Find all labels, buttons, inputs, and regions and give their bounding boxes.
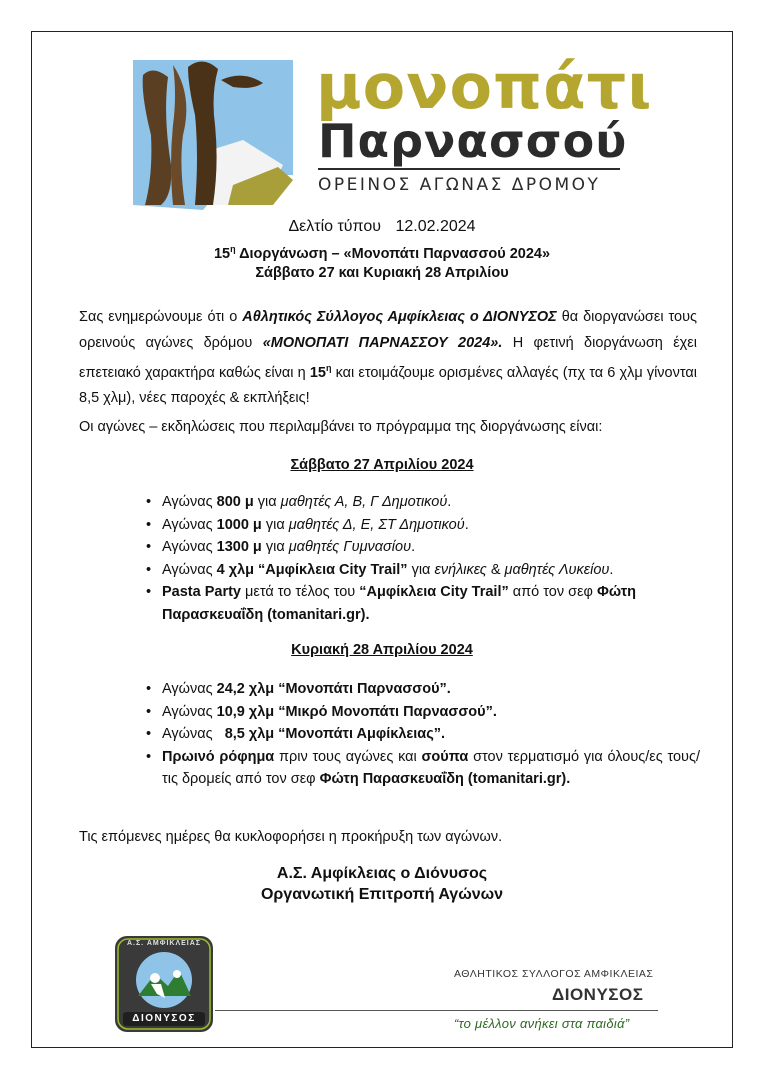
- badge-top-text: Α.Σ. ΑΜΦΙΚΛΕΙΑΣ: [126, 940, 201, 947]
- edition-sup: η: [230, 244, 236, 254]
- brand-subtitle: ΟΡΕΙΝΟΣ ΑΓΩΝΑΣ ΔΡΟΜΟΥ: [318, 175, 601, 195]
- list-item: • Αγώνας 24,2 χλμ “Μονοπάτι Παρνασσού”.: [145, 678, 700, 701]
- press-release-line: [0, 218, 764, 236]
- press-date: 12.02.2024: [395, 218, 476, 235]
- list-item: • Αγώνας 4 χλμ “Αμφίκλεια City Trail” για ενήλικες & μαθητές Λυκείου.: [145, 559, 700, 582]
- closing-note: Τις επόμενες ημέρες θα κυκλοφορήσει η προκήρυξη των αγώνων.: [79, 829, 503, 845]
- signature-club: Α.Σ. Αμφίκλειας ο Διόνυσος: [276, 865, 488, 882]
- footer-club-name: ΔΙΟΝΥΣΟΣ: [552, 985, 644, 1004]
- list-item: • Αγώνας 8,5 χλμ “Μονοπάτι Αμφίκλειας”.: [145, 723, 700, 746]
- footer-association: ΑΘΛΗΤΙΚΟΣ ΣΥΛΛΟΓΟΣ ΑΜΦΙΚΛΕΙΑΣ: [454, 968, 654, 980]
- intro-text: θα διοργανώσει τους ορεινούς αγώνες δρόμου: [79, 309, 697, 351]
- event-dates: Σάββατο 27 και Κυριακή 28 Απριλίου: [255, 265, 509, 281]
- list-item: • Αγώνας 1000 μ για μαθητές Δ, Ε, ΣΤ Δημοτικού.: [145, 514, 700, 537]
- footer-motto: “το μέλλον ανήκει στα παιδιά”: [454, 1016, 630, 1031]
- list-item: • Πρωινό ρόφημα πριν τους αγώνες και σούπα στον τερματισμό για όλους/ες τους/τις δρομείς από τον σεφ Φώτη Παρασκευαΐδη (tomanitari.gr).: [145, 746, 700, 791]
- list-item: • Pasta Party μετά το τέλος του “Αμφίκλεια City Trail” από τον σεφ Φώτη Παρασκευαΐδη (tomanitari.gr).: [145, 581, 700, 626]
- intro-text: Σας ενημερώνουμε ότι ο: [79, 309, 243, 325]
- sunday-heading: Κυριακή 28 Απριλίου 2024: [291, 642, 473, 658]
- saturday-heading: Σάββατο 27 Απριλίου 2024: [290, 457, 474, 473]
- list-item: • Αγώνας 1300 μ για μαθητές Γυμνασίου.: [145, 536, 700, 559]
- anniversary-sup: η: [325, 363, 332, 373]
- intro-paragraph: [79, 305, 697, 412]
- edition-number: 15: [213, 245, 231, 262]
- club-name: Αθλητικός Σύλλογος Αμφίκλειας ο ΔΙΟΝΥΣΟΣ: [242, 309, 557, 325]
- program-intro: Οι αγώνες – εκδηλώσεις που περιλαμβάνει το πρόγραμμα της διοργάνωσης είναι:: [79, 419, 603, 435]
- list-item: • Αγώνας 800 μ για μαθητές Α, Β, Γ Δημοτικού.: [145, 491, 700, 514]
- brand-title-line1: μονοπάτι: [316, 50, 653, 123]
- sunday-events-list: [145, 678, 700, 791]
- event-name: «ΜΟΝΟΠΑΤΙ ΠΑΡΝΑΣΣΟΥ 2024».: [262, 334, 503, 351]
- edition-text: Διοργάνωση – «Μονοπάτι Παρνασσού 2024»: [235, 245, 551, 262]
- brand-divider: [318, 168, 620, 170]
- edition-title: [0, 244, 764, 262]
- saturday-events-list: [145, 491, 700, 626]
- press-label: Δελτίο τύπου: [288, 218, 382, 235]
- badge-bottom-text: ΔΙΟΝΥΣΟΣ: [132, 1013, 196, 1024]
- signature-committee: Οργανωτική Επιτροπή Αγώνων: [260, 886, 504, 903]
- intro-text: Η φετινή διοργάνωση έχει επετειακό χαρακτήρα καθώς είναι η: [79, 334, 697, 381]
- footer-divider: [215, 1010, 658, 1011]
- intro-text: και ετοιμάζουμε ορισμένες αλλαγές (πχ τα 6 χλμ γίνονται 8,5 χλμ), νέες παροχές & εκπλήξεις!: [79, 364, 697, 407]
- list-item: • Αγώνας 10,9 χλμ “Μικρό Μονοπάτι Παρνασσού”.: [145, 701, 700, 724]
- anniversary-number: 15: [309, 364, 326, 381]
- brand-title-line2: Παρνασσού: [318, 114, 628, 168]
